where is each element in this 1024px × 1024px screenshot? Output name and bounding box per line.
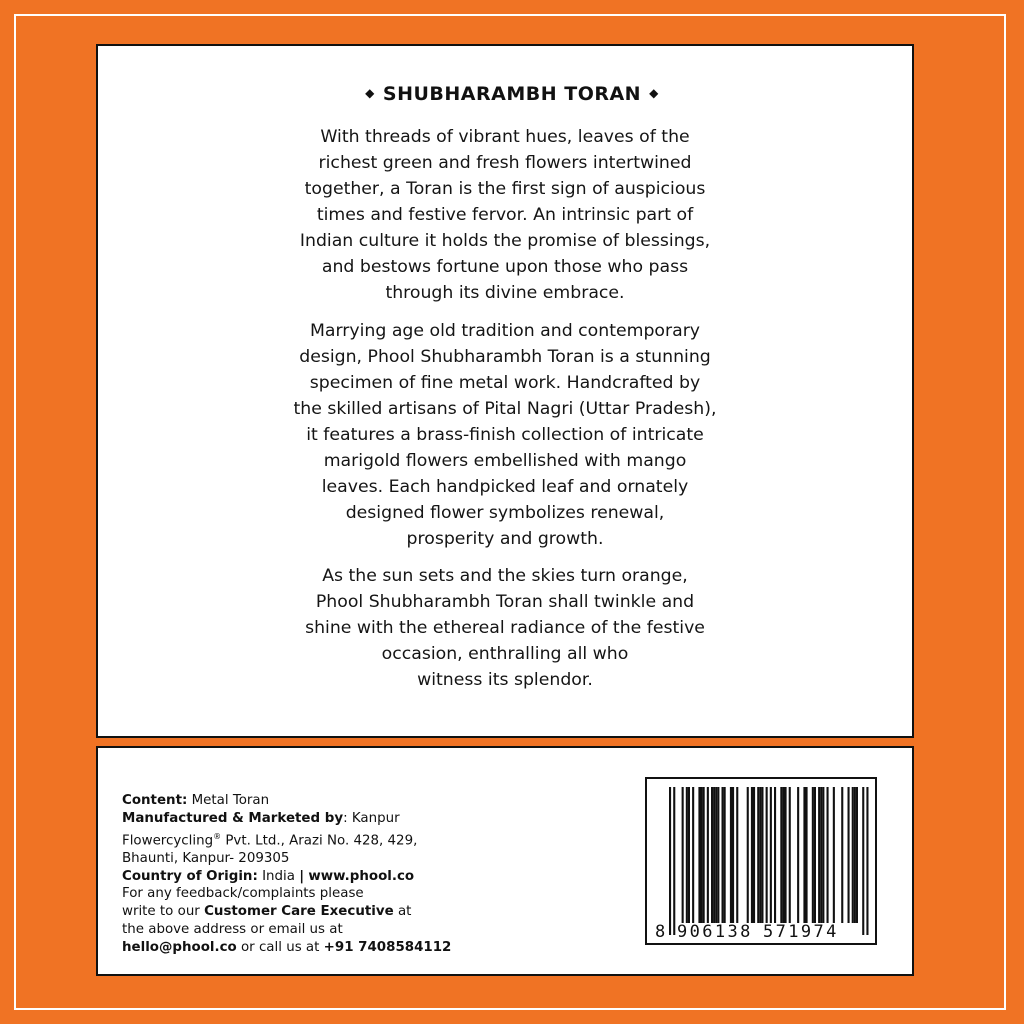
barcode-bar xyxy=(774,787,776,923)
diamond-icon: ◆ xyxy=(649,86,659,100)
barcode-bar xyxy=(757,787,759,923)
barcode-digit-lead: 8 xyxy=(655,922,666,942)
feedback-line: write to our Customer Care Executive at xyxy=(122,904,412,920)
paragraph-closing xyxy=(96,563,914,693)
contact-line: hello@phool.co or call us at +91 7408584112 xyxy=(122,939,452,955)
text-line: times and festive fervor. An intrinsic part of xyxy=(316,205,694,225)
barcode-digits-right: 571974 xyxy=(763,922,839,942)
text-line: together, a Toran is the first sign of auspicious xyxy=(304,179,706,199)
text-line: occasion, enthralling all who xyxy=(381,644,629,664)
barcode-guard-bar xyxy=(669,787,671,935)
text-line: richest green and fresh flowers intertwined xyxy=(318,153,692,173)
text-line: through its divine embrace. xyxy=(385,283,625,303)
origin-line: Country of Origin: India | www.phool.co xyxy=(122,868,415,884)
barcode-bar xyxy=(703,787,705,923)
text-line: the skilled artisans of Pital Nagri (Uttar Pradesh), xyxy=(293,399,717,419)
text-line: designed flower symbolizes renewal, xyxy=(345,503,665,523)
barcode-bar xyxy=(797,787,799,923)
barcode-bar xyxy=(730,787,732,923)
barcode-bar xyxy=(803,787,805,923)
diamond-icon: ◆ xyxy=(365,86,375,100)
barcode-bar xyxy=(692,787,694,923)
barcode-bar xyxy=(736,787,738,923)
barcode-guard-bar xyxy=(766,787,768,935)
barcode-guard-bar xyxy=(673,787,675,935)
barcode-bar xyxy=(751,787,753,923)
address-line: Bhaunti, Kanpur- 209305 xyxy=(122,850,290,866)
website-link[interactable]: www.phool.co xyxy=(308,868,415,884)
barcode-bar xyxy=(682,787,684,923)
barcode-bar xyxy=(785,787,787,923)
paragraph-craft xyxy=(96,318,914,552)
text-line: With threads of vibrant hues, leaves of the xyxy=(320,127,690,147)
barcode-bar xyxy=(780,787,782,923)
barcode-bar xyxy=(761,787,763,923)
barcode-guard-bar xyxy=(770,787,772,935)
barcode-guard-bar xyxy=(866,787,868,935)
barcode-bar xyxy=(717,787,719,923)
barcode-bar xyxy=(722,787,724,923)
product-title xyxy=(0,83,1024,105)
text-line: specimen of fine metal work. Handcrafted by xyxy=(309,373,701,393)
barcode-bar xyxy=(698,787,700,923)
feedback-line: the above address or email us at xyxy=(122,922,343,938)
barcode-bar xyxy=(732,787,734,923)
barcode-bar xyxy=(841,787,843,923)
barcode-bar xyxy=(856,787,858,923)
text-line: marigold flowers embellished with mango xyxy=(323,451,687,471)
content-line: Content: Metal Toran xyxy=(122,793,270,808)
phone-link[interactable]: +91 7408584112 xyxy=(323,939,452,955)
barcode-digits-left: 906138 xyxy=(677,922,753,942)
text-line: prosperity and growth. xyxy=(406,529,604,549)
text-line: Indian culture it holds the promise of blessings, xyxy=(299,231,711,251)
barcode-bar xyxy=(827,787,829,923)
barcode-bar xyxy=(753,787,755,923)
barcode-bar xyxy=(713,787,715,923)
barcode-bar xyxy=(818,787,820,923)
barcode-bar xyxy=(789,787,791,923)
barcode-bar xyxy=(686,787,688,923)
barcode-bar xyxy=(688,787,690,923)
barcode-bar xyxy=(707,787,709,923)
text-line: leaves. Each handpicked leaf and ornately xyxy=(321,477,689,497)
barcode-bar xyxy=(711,787,713,923)
title-text: SHUBHARAMBH TORAN xyxy=(382,83,642,105)
barcode-bar xyxy=(782,787,784,923)
barcode-bar xyxy=(833,787,835,923)
text-line: shine with the ethereal radiance of the festive xyxy=(305,618,705,638)
barcode-bar xyxy=(701,787,703,923)
barcode-bar xyxy=(822,787,824,923)
text-line: Phool Shubharambh Toran shall twinkle and xyxy=(315,592,695,612)
barcode-bar xyxy=(812,787,814,923)
barcode xyxy=(645,777,877,945)
text-line: witness its splendor. xyxy=(417,670,593,690)
barcode-bar xyxy=(814,787,816,923)
barcode-bar xyxy=(854,787,856,923)
barcode-bar xyxy=(759,787,761,923)
text-line: and bestows fortune upon those who pass xyxy=(321,257,689,277)
paragraph-intro xyxy=(96,124,914,306)
barcode-bar xyxy=(715,787,717,923)
text-line: design, Phool Shubharambh Toran is a stunning xyxy=(299,347,711,367)
barcode-guard-bar xyxy=(862,787,864,935)
barcode-bar xyxy=(806,787,808,923)
manufacturer-line: Manufactured & Marketed by: Kanpur xyxy=(122,810,400,826)
barcode-bar xyxy=(747,787,749,923)
feedback-line: For any feedback/complaints please xyxy=(122,886,364,902)
barcode-bar xyxy=(724,787,726,923)
text-line: it features a brass-finish collection of intricate xyxy=(306,425,704,445)
text-line: As the sun sets and the skies turn orange, xyxy=(322,566,688,586)
barcode-bar xyxy=(848,787,850,923)
manufacturer-line: Flowercycling® Pvt. Ltd., Arazi No. 428, 429, xyxy=(122,831,418,849)
text-line: Marrying age old tradition and contemporary xyxy=(309,321,701,341)
product-info xyxy=(122,792,452,957)
email-link[interactable]: hello@phool.co xyxy=(122,939,237,955)
barcode-bar xyxy=(820,787,822,923)
barcode-bars xyxy=(647,779,875,943)
barcode-bar xyxy=(852,787,854,923)
